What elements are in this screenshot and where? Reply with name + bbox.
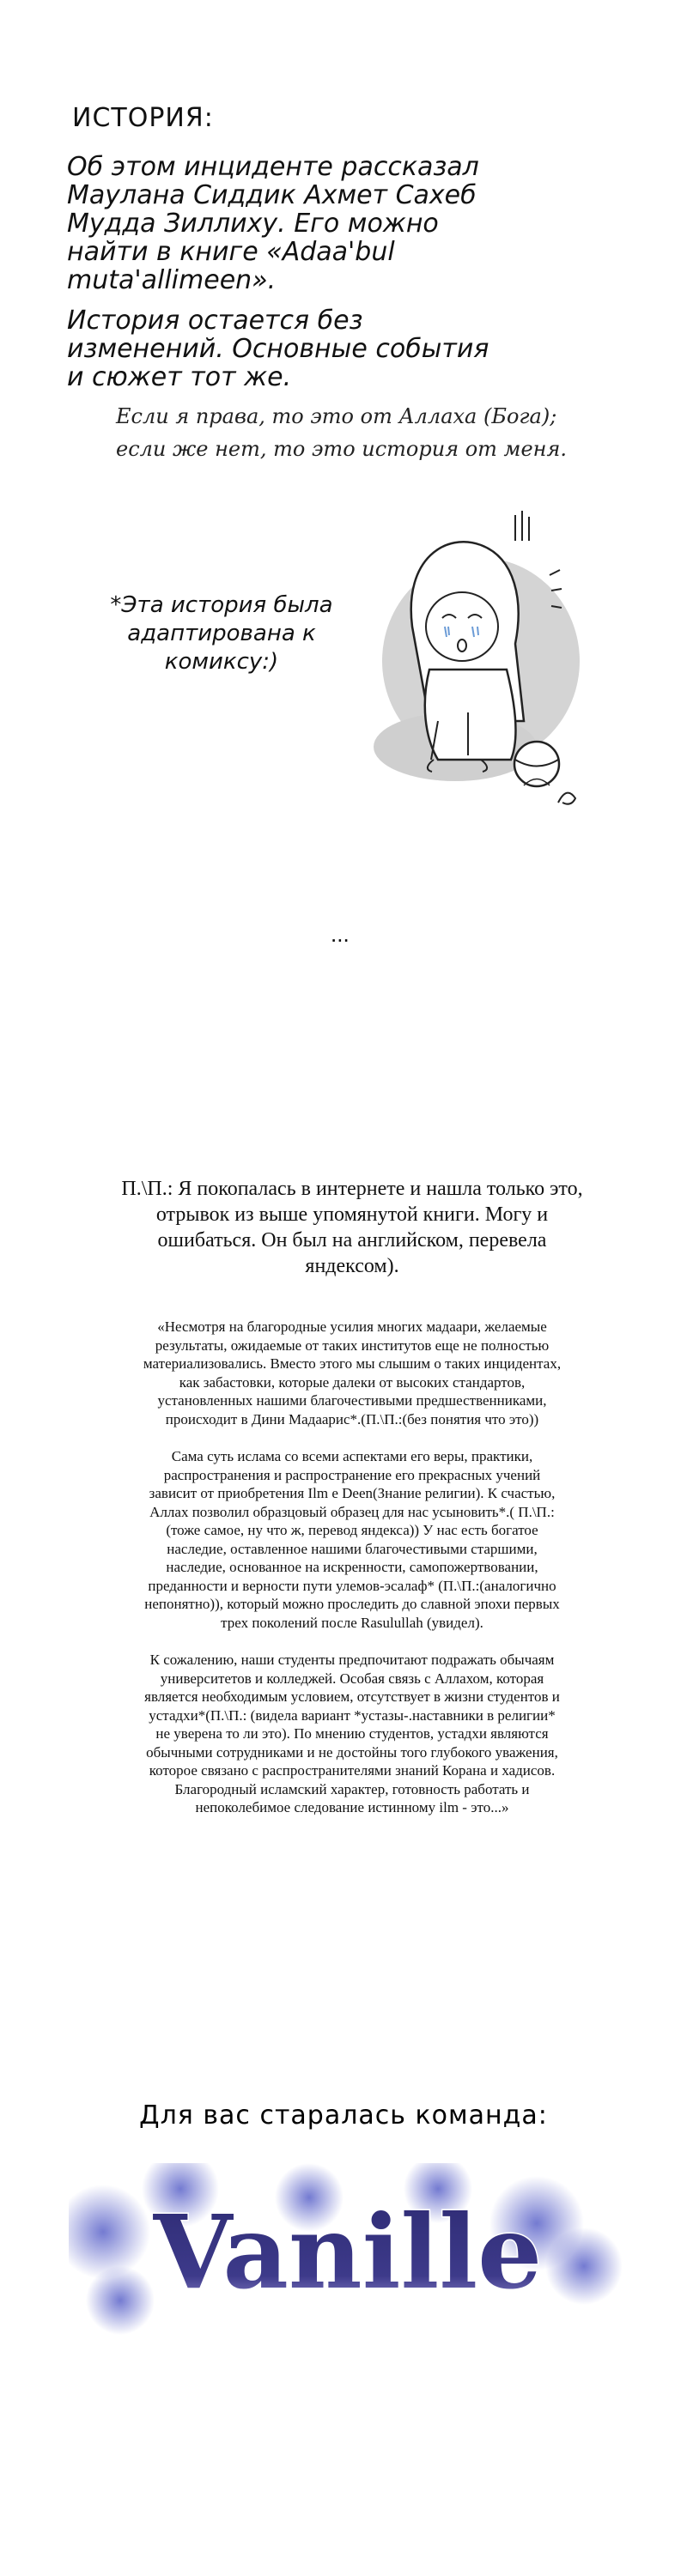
separator-dots: ...	[331, 921, 350, 947]
story-paragraph-unchanged: История остается без изменений. Основные события и сюжет тот же.	[67, 306, 489, 392]
story-heading: ИСТОРИЯ:	[72, 103, 214, 133]
team-credit-label: Для вас старалась команда:	[139, 2100, 548, 2131]
dua-line-1: Если я права, то это от Аллаха (Бога);	[116, 404, 557, 428]
book-excerpt	[142, 1318, 562, 1836]
excerpt-paragraph-3: К сожалению, наши студенты предпочитают подражать обычаям университетов и колледжей. Особая связь с Аллахом, которая является необходимым условием, отсутствует в жизни студентов и устадхи*(П.\П.: (видела вариант *устазы-.наставники в религии* не уверена то ли это). По мнению студентов, устадхи являются обычными сотрудниками и не достойны того глубокого уважения, которое связано с распространителями знаний Корана и хадисов. Благородный исламский характер, готовность работать и непоколебимое следование истинному ilm - это...»	[144, 1652, 560, 1815]
translator-note: П.\П.: Я покопалась в интернете и нашла только это, отрывок из выше упомянутой книги. Могу и ошибаться. Он был на английском, перевела яндексом).	[121, 1178, 583, 1277]
body	[425, 670, 516, 760]
excerpt-paragraph-1: «Несмотря на благородные усилия многих мадаари, желаемые результаты, ожидаемые от таких институтов еще не полностью материализовались. Вместо этого мы слышим о таких инцидентах, как забастовки, которые далеки от высоких стандартов, установленных нашими благочестивыми предшественниками, происходит в Дини Мадаарис*.(П.\П.:(без понятия что это))	[143, 1318, 562, 1427]
glow-blob	[545, 2227, 623, 2305]
story-paragraph-source: Об этом инциденте рассказал Маулана Сиддик Ахмет Сахеб Мудда Зиллиху. Его можно найти в книге «Adaa'bul muta'allimeen».	[67, 152, 479, 295]
team-logo	[69, 2163, 627, 2335]
team-logo-text: Vanille	[153, 2192, 543, 2312]
signature	[558, 793, 575, 804]
adapted-note: *Эта история была адаптирована к комиксу:)	[110, 592, 333, 675]
glow-blob	[86, 2266, 155, 2335]
excerpt-paragraph-2: Сама суть ислама со всеми аспектами его веры, практики, распространения и распространение его прекрасных учений зависит от приобретения Ilm e Deen(Знание религии). К счастью, Аллах позволил образцовый образец для нас усыновить*.( П.\П.:(тоже самое, ну что ж, перевод яндекса)) У нас есть богатое наследие, оставленное нашими благочестивыми старшими, наследие, основанное на искренности, самопожертвовании, преданности и верности пути улемов-эсалаф* (П.\П.:(аналогично непонятно)), который можно проследить до славной эпохи первых трех поколений после Rasulullah (увидел).	[144, 1448, 560, 1631]
glow-blob	[69, 2185, 150, 2279]
crying-girl-illustration	[352, 464, 584, 807]
dua-line-2: если же нет, то это история от меня.	[116, 437, 567, 461]
